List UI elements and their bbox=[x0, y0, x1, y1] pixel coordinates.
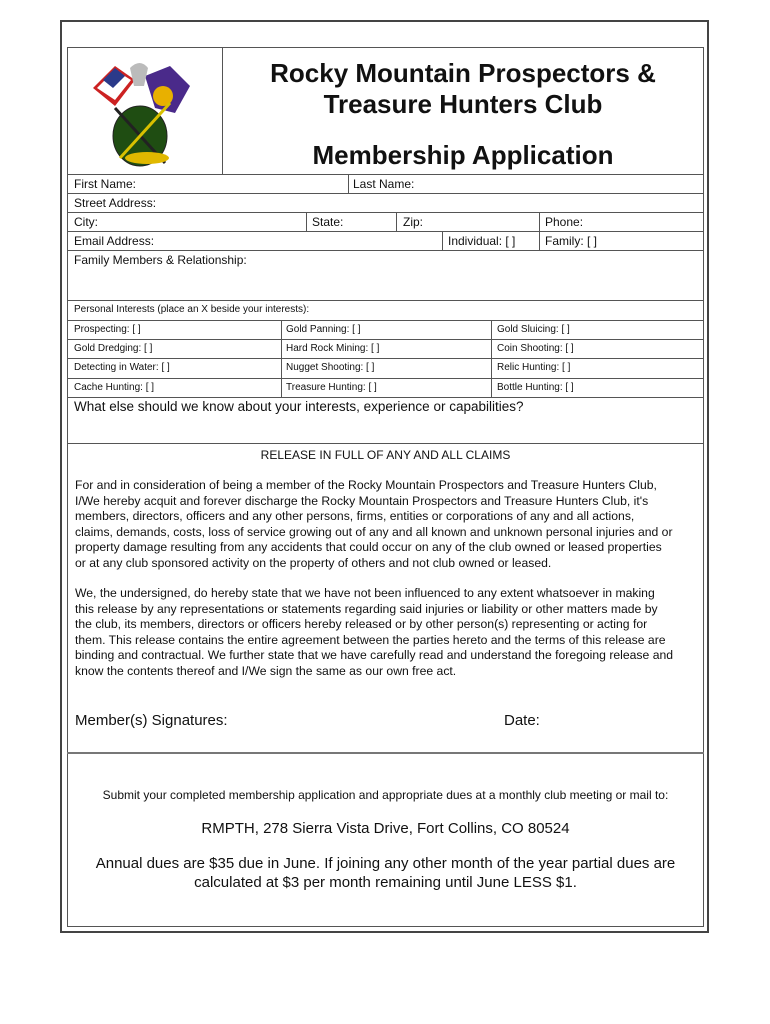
interest-gold-sluicing[interactable]: Gold Sluicing: [ ] bbox=[497, 324, 570, 335]
date-field[interactable]: Date: bbox=[504, 712, 540, 729]
release-para2-line: We, the undersigned, do hereby state that we have not been influenced to any extent whatsoever in making bbox=[75, 586, 655, 600]
last-name-field[interactable]: Last Name: bbox=[353, 177, 415, 191]
release-para2-line: this release by any representations or statements regarding said injuries or liability or other matters made by bbox=[75, 601, 658, 616]
release-para1-line: claims, demands, costs, loss of service growing out of any and all known and unknown personal injuries and or bbox=[75, 524, 673, 539]
dues-line1: Annual dues are $35 due in June. If joining any other month of the year partial dues are bbox=[95, 855, 676, 872]
signatures-field[interactable]: Member(s) Signatures: bbox=[75, 712, 228, 729]
release-para1-line: property damage resulting from any accidents that could occur on any of the club owned or leased properties bbox=[75, 540, 662, 554]
interest-cache-hunting[interactable]: Cache Hunting: [ ] bbox=[74, 382, 155, 393]
individual-checkbox[interactable]: Individual: [ ] bbox=[448, 234, 516, 248]
club-name-line2: Treasure Hunters Club bbox=[323, 89, 603, 119]
release-para2-line: binding and contractual. We further state that we have carefully read and understand the foregoing release and bbox=[75, 648, 674, 662]
release-para1-line: or at any club sponsored activity on the property of others and not club owned or leased. bbox=[75, 555, 552, 570]
release-heading: RELEASE IN FULL OF ANY AND ALL CLAIMS bbox=[260, 448, 511, 462]
interest-treasure-hunting[interactable]: Treasure Hunting: [ ] bbox=[286, 382, 377, 393]
submit-instructions: Submit your completed membership application and appropriate dues at a monthly club meeting or mail to: bbox=[102, 788, 669, 802]
interest-gold-panning[interactable]: Gold Panning: [ ] bbox=[286, 324, 361, 335]
club-name-line1: Rocky Mountain Prospectors & bbox=[270, 58, 656, 88]
zip-field[interactable]: Zip: bbox=[403, 215, 424, 229]
release-para1-line: For and in consideration of being a member of the Rocky Mountain Prospectors and Treasure Hunters Club, bbox=[75, 478, 657, 492]
release-para2-line: them. This release contains the entire agreement between the parties hereto and the terms of this release are bbox=[75, 632, 666, 647]
form-title: Membership Application bbox=[312, 140, 614, 170]
release-para2-line: the club, its members, directors or officers hereby released or by other person(s) representing or acting for bbox=[75, 617, 648, 631]
interest-prospecting[interactable]: Prospecting: [ ] bbox=[74, 324, 141, 335]
state-field[interactable]: State: bbox=[312, 215, 344, 229]
interest-bottle-hunting[interactable]: Bottle Hunting: [ ] bbox=[497, 382, 574, 393]
release-para1-line: members, directors, officers and any other persons, firms, entities or corporations of any and all actions, bbox=[75, 509, 635, 523]
interest-coin-shooting[interactable]: Coin Shooting: [ ] bbox=[497, 343, 574, 354]
email-field[interactable]: Email Address: bbox=[74, 234, 155, 248]
first-name-field[interactable]: First Name: bbox=[74, 177, 137, 191]
interest-relic-hunting[interactable]: Relic Hunting: [ ] bbox=[497, 362, 571, 373]
family-checkbox[interactable]: Family: [ ] bbox=[545, 234, 598, 248]
interest-gold-dredging[interactable]: Gold Dredging: [ ] bbox=[74, 343, 153, 354]
street-address-field[interactable]: Street Address: bbox=[74, 196, 157, 210]
dues-line2: calculated at $3 per month remaining until June LESS $1. bbox=[194, 874, 577, 891]
release-para2-line: know the contents thereof and I/We sign the same as our own free act. bbox=[75, 663, 457, 678]
release-para1-line: I/We hereby acquit and forever discharge the Rocky Mountain Prospectors and Treasure Hunters Club, it's bbox=[75, 493, 649, 508]
interest-detecting-in-water[interactable]: Detecting in Water: [ ] bbox=[74, 362, 170, 373]
club-logo bbox=[85, 58, 205, 168]
mailing-address: RMPTH, 278 Sierra Vista Drive, Fort Collins, CO 80524 bbox=[201, 820, 570, 837]
more-info-field[interactable]: What else should we know about your interests, experience or capabilities? bbox=[74, 399, 524, 414]
phone-field[interactable]: Phone: bbox=[545, 215, 584, 229]
family-members-field[interactable]: Family Members & Relationship: bbox=[74, 253, 247, 267]
interests-heading: Personal Interests (place an X beside your interests): bbox=[74, 304, 310, 315]
city-field[interactable]: City: bbox=[74, 215, 98, 229]
interest-hard-rock-mining[interactable]: Hard Rock Mining: [ ] bbox=[286, 343, 380, 354]
interest-nugget-shooting[interactable]: Nugget Shooting: [ ] bbox=[286, 362, 375, 373]
